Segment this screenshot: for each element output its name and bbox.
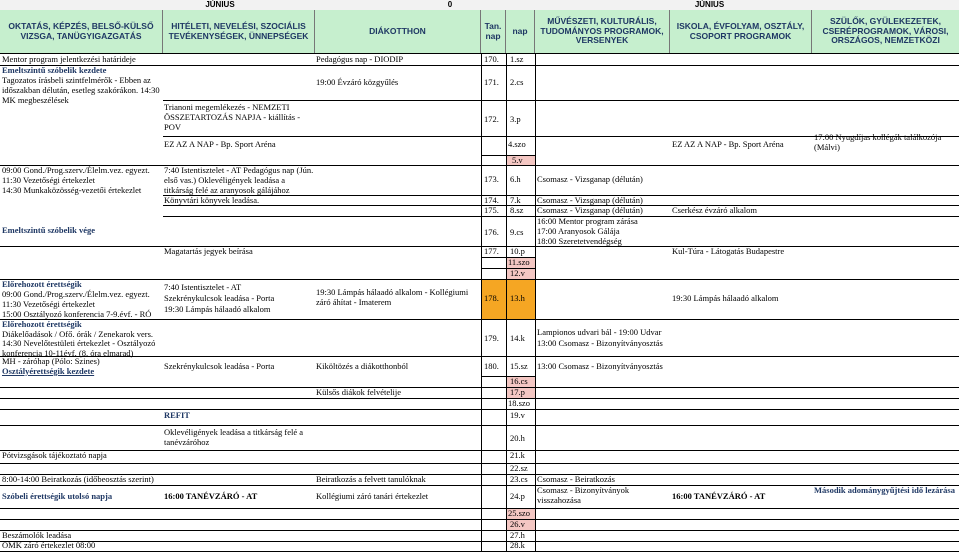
event-text: OMK záró értekezlet 08:00 bbox=[2, 540, 96, 550]
row-divider bbox=[481, 155, 535, 156]
row-divider bbox=[0, 53, 959, 54]
month-label-right: JÚNIUS bbox=[460, 0, 959, 10]
event-text: Osztályérettségik kezdete bbox=[2, 366, 95, 376]
event-text: Pedagógus nap - DIODIP bbox=[316, 54, 404, 64]
header-day: nap bbox=[506, 10, 535, 53]
date-label: 4.szo bbox=[508, 139, 526, 149]
school-day-number: 170. bbox=[484, 54, 499, 64]
row-divider bbox=[481, 268, 535, 269]
date-label: 16.cs bbox=[510, 376, 528, 386]
event-text: REFIT bbox=[164, 410, 190, 420]
event-text: Szekrénykulcsok leadása - Porta bbox=[164, 293, 275, 303]
header-parents: SZÜLŐK, GYÜLEKEZETEK, CSERÉPROGRAMOK, VÁROSI, ORSZÁGOS, NEMZETKÖZI bbox=[812, 10, 959, 53]
header-school-groups: ISKOLA, ÉVFOLYAM, OSZTÁLY, CSOPORT PROGRAMOK bbox=[670, 10, 812, 53]
event-text: 16:00 TANÉVZÁRÓ - AT bbox=[164, 491, 258, 501]
row-divider bbox=[0, 541, 959, 542]
event-text: MH - záróhap (Pólo: Szines) bbox=[2, 356, 100, 366]
event-text: 14:30 Nevelőtestületi értekezlet - Osztályozó konferencia 10-11évf. (8. óra elmarad) bbox=[2, 338, 156, 358]
event-text: Előrehozott érettségik bbox=[2, 319, 82, 329]
date-label: 6.h bbox=[510, 174, 521, 184]
event-text: Kiköltözés a diákotthonból bbox=[316, 361, 409, 371]
school-day-number: 172. bbox=[484, 114, 499, 124]
date-label: 23.cs bbox=[510, 474, 528, 484]
date-label: 9.cs bbox=[510, 227, 524, 237]
event-text: Csomasz - Vizsganap (délután) bbox=[537, 195, 643, 205]
event-text: 19:30 Lámpás hálaadó alkalom bbox=[164, 304, 271, 314]
event-text: Lampionos udvari bál - 19:00 Udvar bbox=[537, 327, 662, 337]
date-label: 12.v bbox=[510, 268, 525, 278]
month-label-left: JÚNIUS bbox=[0, 0, 440, 10]
event-text: 17:00 Aranyosok Gálája bbox=[537, 226, 620, 236]
row-divider bbox=[0, 450, 959, 451]
event-text: Emeltszintű szóbelik vége bbox=[2, 225, 96, 235]
school-day-number: 173. bbox=[484, 174, 499, 184]
date-label: 2.cs bbox=[510, 77, 524, 87]
event-text: Cserkész évzáró alkalom bbox=[672, 205, 757, 215]
row-divider bbox=[0, 425, 959, 426]
event-text: 19:00 Évzáró közgyűlés bbox=[316, 77, 399, 87]
event-text: Csomasz - Vizsganap (délután) bbox=[537, 174, 643, 184]
date-label: 1.sz bbox=[510, 54, 524, 64]
date-label: 18.szo bbox=[508, 398, 530, 408]
event-text: 16:00 Mentor program zárása bbox=[537, 216, 638, 226]
header-dormitory: DIÁKOTTHON bbox=[315, 10, 481, 53]
event-text: Csomasz - Beiratkozás bbox=[537, 474, 615, 484]
event-text: Pótvizsgások tájékoztató napja bbox=[2, 450, 107, 460]
event-text: 8:00-14:00 Beiratkozás (időbeosztás szerint) bbox=[2, 474, 154, 484]
school-day-number: 171. bbox=[484, 77, 499, 87]
event-text: Szóbeli érettségik utolsó napja bbox=[2, 491, 113, 501]
event-text: 11:30 Vezetőségi értekezlet bbox=[2, 175, 95, 185]
date-label: 3.p bbox=[510, 114, 521, 124]
school-day-number: 176. bbox=[484, 227, 499, 237]
event-text: 7:40 Istentisztelet - AT bbox=[164, 282, 242, 292]
row-divider bbox=[0, 519, 959, 520]
school-day-number: 175. bbox=[484, 205, 499, 215]
event-text: 17:00 Nyugdíjas kollégák találkozója (Málvi) bbox=[814, 132, 942, 152]
col-divider bbox=[481, 53, 482, 552]
school-day-number: 179. bbox=[484, 333, 499, 343]
row-divider bbox=[163, 100, 959, 101]
date-label: 5.v bbox=[512, 155, 523, 165]
event-text: 19:30 Lámpás hálaadó alkalom bbox=[672, 293, 779, 303]
event-text: Csomasz - Vizsganap (délután) bbox=[537, 205, 643, 215]
date-label: 19.v bbox=[510, 410, 525, 420]
school-day-number: 178. bbox=[484, 293, 499, 303]
date-label: 27.h bbox=[510, 530, 525, 540]
event-text: 11:30 Vezetőségi értekezlet bbox=[2, 299, 95, 309]
event-text: 13:00 Csomasz - Bizonyítványosztás bbox=[537, 338, 663, 348]
event-text: 18:00 Szeretetvendégség bbox=[537, 236, 622, 246]
event-text: Könyvtári könyvek leadása. bbox=[164, 195, 260, 205]
event-text: Második adománygyűjtési idő lezárása bbox=[814, 485, 955, 495]
row-divider bbox=[0, 387, 959, 388]
event-text: 09:00 Gond./Prog.szerv./Élelm.vez. egyezt. bbox=[2, 289, 150, 299]
row-divider bbox=[0, 530, 959, 531]
row-divider bbox=[0, 65, 959, 66]
event-text: 15:00 Osztályozó konferencia 7-9.évf. - RÓ bbox=[2, 309, 152, 319]
date-label: 28.k bbox=[510, 540, 525, 550]
event-text: Tagozatos írásbeli szintfelmérők - Ebben az időszakban délután, esetleg szakórákon. 14:30 MK megbeszélések bbox=[2, 75, 160, 105]
event-text: EZ AZ A NAP - Bp. Sport Aréna bbox=[672, 139, 784, 149]
date-label: 7.k bbox=[510, 195, 521, 205]
event-text: Beszámolók leadása bbox=[2, 530, 72, 540]
event-text: 16:00 TANÉVZÁRÓ - AT bbox=[672, 491, 766, 501]
row-divider bbox=[0, 508, 959, 509]
event-text: 14:30 Munkaközösség-vezetői értekezlet bbox=[2, 185, 142, 195]
event-text: 19:30 Lámpás hálaadó alkalom - Kollégiumi záró áhítat - Imaterem bbox=[316, 287, 469, 307]
event-text: Oklevéligények leadása a titkárság felé a tanévzáróhoz bbox=[164, 427, 304, 447]
event-text: Kul-Túra - Látogatás Budapestre bbox=[672, 246, 785, 256]
header-religious: HITÉLETI, NEVELÉSI, SZOCIÁLIS TEVÉKENYSÉGEK, ÜNNEPSÉGEK bbox=[163, 10, 315, 53]
date-label: 21.k bbox=[510, 450, 525, 460]
school-day-number: 174. bbox=[484, 195, 499, 205]
date-label: 24.p bbox=[510, 491, 525, 501]
row-divider bbox=[0, 409, 959, 410]
event-text: Diákelőadások / Ofő. órák / Zenekarok vers. bbox=[2, 329, 154, 339]
date-label: 10.p bbox=[510, 246, 525, 256]
date-label: 17.p bbox=[510, 387, 525, 397]
month-label-mid: 0 bbox=[440, 0, 460, 10]
row-divider bbox=[0, 463, 959, 464]
date-label: 8.sz bbox=[510, 205, 524, 215]
event-text: EZ AZ A NAP - Bp. Sport Aréna bbox=[164, 139, 276, 149]
school-day-number: 180. bbox=[484, 361, 499, 371]
event-text: Mentor program jelentkezési határideje bbox=[2, 54, 136, 64]
event-text: Trianoni megemlékezés - NEMZETI ÖSSZETARTOZÁS NAPJA - kiállítás - POV bbox=[164, 102, 301, 132]
header-school-day: Tan. nap bbox=[481, 10, 506, 53]
event-text: Kollégiumi záró tanári értekezlet bbox=[316, 491, 429, 501]
col-divider bbox=[535, 53, 536, 552]
header-education: OKTATÁS, KÉPZÉS, BELSŐ-KÜLSŐ VIZSGA, TANÜGYIGAZGATÁS bbox=[0, 10, 163, 53]
event-text: Emeltszintű szóbelik kezdete bbox=[2, 65, 107, 75]
date-label: 22.sz bbox=[510, 463, 528, 473]
event-text: Magatartás jegyek beírása bbox=[164, 246, 253, 256]
row-divider bbox=[0, 398, 959, 399]
date-label: 14.k bbox=[510, 333, 525, 343]
school-day-number: 177. bbox=[484, 246, 499, 256]
date-label: 11.szo bbox=[508, 257, 530, 267]
event-text: Csomasz - Bizonyítványok visszahozása bbox=[537, 485, 630, 505]
row-divider bbox=[0, 279, 959, 280]
date-label: 26.v bbox=[510, 519, 525, 529]
event-text: 7:40 Istentisztelet - AT Pedagógus nap (Jún. első vas.) Oklevéligények leadása a titkárság felé az aranyosok gálájához bbox=[164, 165, 314, 195]
event-text: 09:00 Gond./Prog.szerv./Élelm.vez. egyezt. bbox=[2, 165, 150, 175]
event-text: 13:00 Csomasz - Bizonyítványosztás bbox=[537, 361, 663, 371]
row-divider bbox=[0, 246, 959, 247]
date-label: 20.h bbox=[510, 433, 525, 443]
event-text: Szekrénykulcsok leadása - Porta bbox=[164, 361, 275, 371]
event-text: Beiratkozás a felvett tanulóknak bbox=[316, 474, 426, 484]
event-text: Előrehozott érettségik bbox=[2, 279, 82, 289]
date-label: 25.szo bbox=[508, 508, 530, 518]
col-divider bbox=[506, 53, 507, 552]
date-label: 15.sz bbox=[510, 361, 528, 371]
header-arts: MŰVÉSZETI, KULTURÁLIS, TUDOMÁNYOS PROGRAMOK, VERSENYEK bbox=[535, 10, 670, 53]
date-label: 13.h bbox=[510, 293, 525, 303]
event-text: Külsős diákok felvételije bbox=[316, 387, 401, 397]
